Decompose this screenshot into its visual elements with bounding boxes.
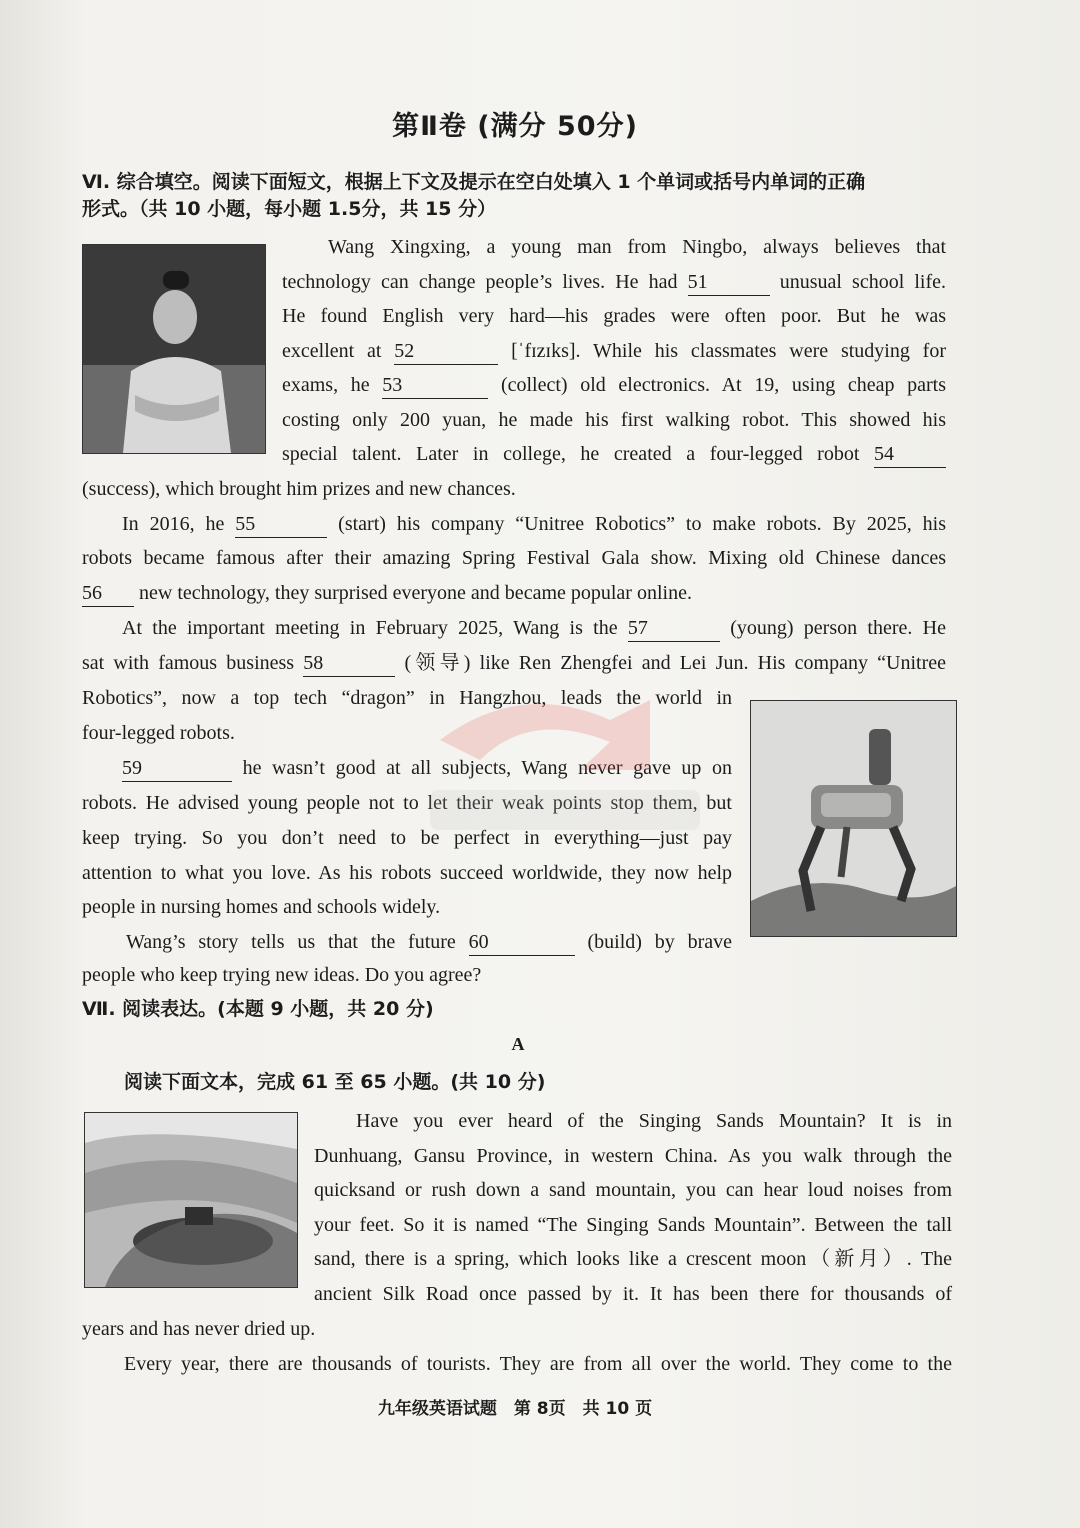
blank-57[interactable]: 57	[628, 615, 720, 642]
p1-line2	[282, 265, 946, 300]
text: (领导) like Ren Zhengfei and Lei Jun. His company “Unitree	[404, 652, 947, 674]
pA-line7: years and has never dried up.	[82, 1318, 316, 1340]
blank-55[interactable]: 55	[235, 511, 327, 538]
p3-line2	[82, 646, 946, 681]
p3-line3: Robotics”, now a top tech “dragon” in Hangzhou, leads the world in	[82, 687, 732, 709]
part-a-label: A	[511, 1034, 525, 1054]
text: sat with famous business	[82, 652, 295, 674]
pA-line4: your feet. So it is named “The Singing Sands Mountain”. Between the tall	[314, 1214, 952, 1236]
p4-line4: attention to what you love. As his robots succeed worldwide, they now help	[82, 862, 732, 884]
p4-line5: people in nursing homes and schools widely.	[82, 896, 441, 918]
text: (young) person there. He	[730, 617, 946, 639]
p1-line3: He found English very hard—his grades were often poor. But he was	[282, 305, 946, 327]
blank-54[interactable]: 54	[874, 441, 946, 468]
paper-title: 第Ⅱ卷 (满分 50分)	[392, 111, 638, 142]
pA-line3: quicksand or rush down a sand mountain, you can hear loud noises from	[314, 1179, 952, 1201]
p1-line6: costing only 200 yuan, he made his first walking robot. This showed his	[282, 409, 946, 431]
text: he wasn’t good at all subjects, Wang never gave up on	[242, 757, 732, 779]
section-7-heading: Ⅶ. 阅读表达。(本题 9 小题，共 20 分)	[82, 998, 434, 1020]
p3-line4: four-legged robots.	[82, 722, 235, 744]
text: unusual school life.	[779, 271, 947, 293]
pA-line1: Have you ever heard of the Singing Sands Mountain? It is in	[356, 1110, 952, 1132]
p5-line1	[126, 925, 732, 960]
text: (start) his company “Unitree Robotics” to make robots. By 2025, his	[338, 513, 947, 535]
text: exams, he	[282, 374, 370, 396]
singing-sands-photo	[84, 1112, 298, 1288]
text: technology can change people’s lives. He had	[282, 271, 678, 293]
text: special talent. Later in college, he created a four-legged robot	[282, 443, 860, 465]
section-6-heading-line1: Ⅵ. 综合填空。阅读下面短文，根据上下文及提示在空白处填入 1 个单词或括号内单词的正确	[82, 171, 866, 193]
robot-dog-photo	[750, 700, 957, 937]
p4-line2: robots. He advised young people not to let their weak points stop them, but	[82, 792, 732, 814]
part-a-instruction: 阅读下面文本，完成 61 至 65 小题。(共 10 分)	[124, 1071, 546, 1093]
text: excellent at	[282, 340, 382, 362]
pA-line6: ancient Silk Road once passed by it. It has been there for thousands of	[314, 1283, 952, 1305]
text: In 2016, he	[122, 513, 225, 535]
blank-56[interactable]: 56	[82, 580, 134, 607]
blank-58[interactable]: 58	[303, 650, 395, 677]
p1-line4	[282, 334, 946, 369]
blank-52[interactable]: 52	[394, 338, 498, 365]
p1-line7	[282, 437, 946, 472]
watermark-logo-icon	[410, 680, 720, 880]
wang-xingxing-photo	[82, 244, 266, 454]
p2-line1	[122, 507, 946, 542]
blank-53[interactable]: 53	[382, 372, 488, 399]
page-footer: 九年级英语试题 第 8页 共 10 页	[377, 1399, 653, 1419]
p1-line1: Wang Xingxing, a young man from Ningbo, always believes that	[328, 236, 946, 258]
text: [ˈfɪzɪks]. While his classmates were studying for	[511, 340, 947, 362]
text: At the important meeting in February 2025, Wang is the	[122, 617, 618, 639]
p1-line5	[282, 368, 946, 403]
pA-line2: Dunhuang, Gansu Province, in western China. As you walk through the	[314, 1145, 952, 1167]
pA-line5: sand, there is a spring, which looks like a crescent moon（新月）. The	[314, 1248, 952, 1270]
blank-60[interactable]: 60	[469, 929, 575, 956]
text: new technology, they surprised everyone and became popular online.	[139, 582, 692, 604]
p4-line3: keep trying. So you don’t need to be perfect in everything—just pay	[82, 827, 732, 849]
text: Wang’s story tells us that the future	[126, 931, 456, 953]
blank-59[interactable]: 59	[122, 755, 232, 782]
p2-line3	[82, 576, 946, 611]
text: (build) by brave	[587, 931, 733, 953]
section-6-heading-line2: 形式。（共 10 小题，每小题 1.5分，共 15 分）	[82, 198, 497, 220]
p5-line2: people who keep trying new ideas. Do you agree?	[82, 964, 482, 986]
text: (collect) old electronics. At 19, using cheap parts	[500, 374, 947, 396]
blank-51[interactable]: 51	[688, 269, 770, 296]
p2-line2: robots became famous after their amazing Spring Festival Gala show. Mixing old Chinese dances	[82, 547, 946, 569]
pB-line1: Every year, there are thousands of tourists. They are from all over the world. They come to the	[124, 1353, 952, 1375]
p3-line1	[122, 611, 946, 646]
p1-line8: (success), which brought him prizes and new chances.	[82, 478, 516, 500]
